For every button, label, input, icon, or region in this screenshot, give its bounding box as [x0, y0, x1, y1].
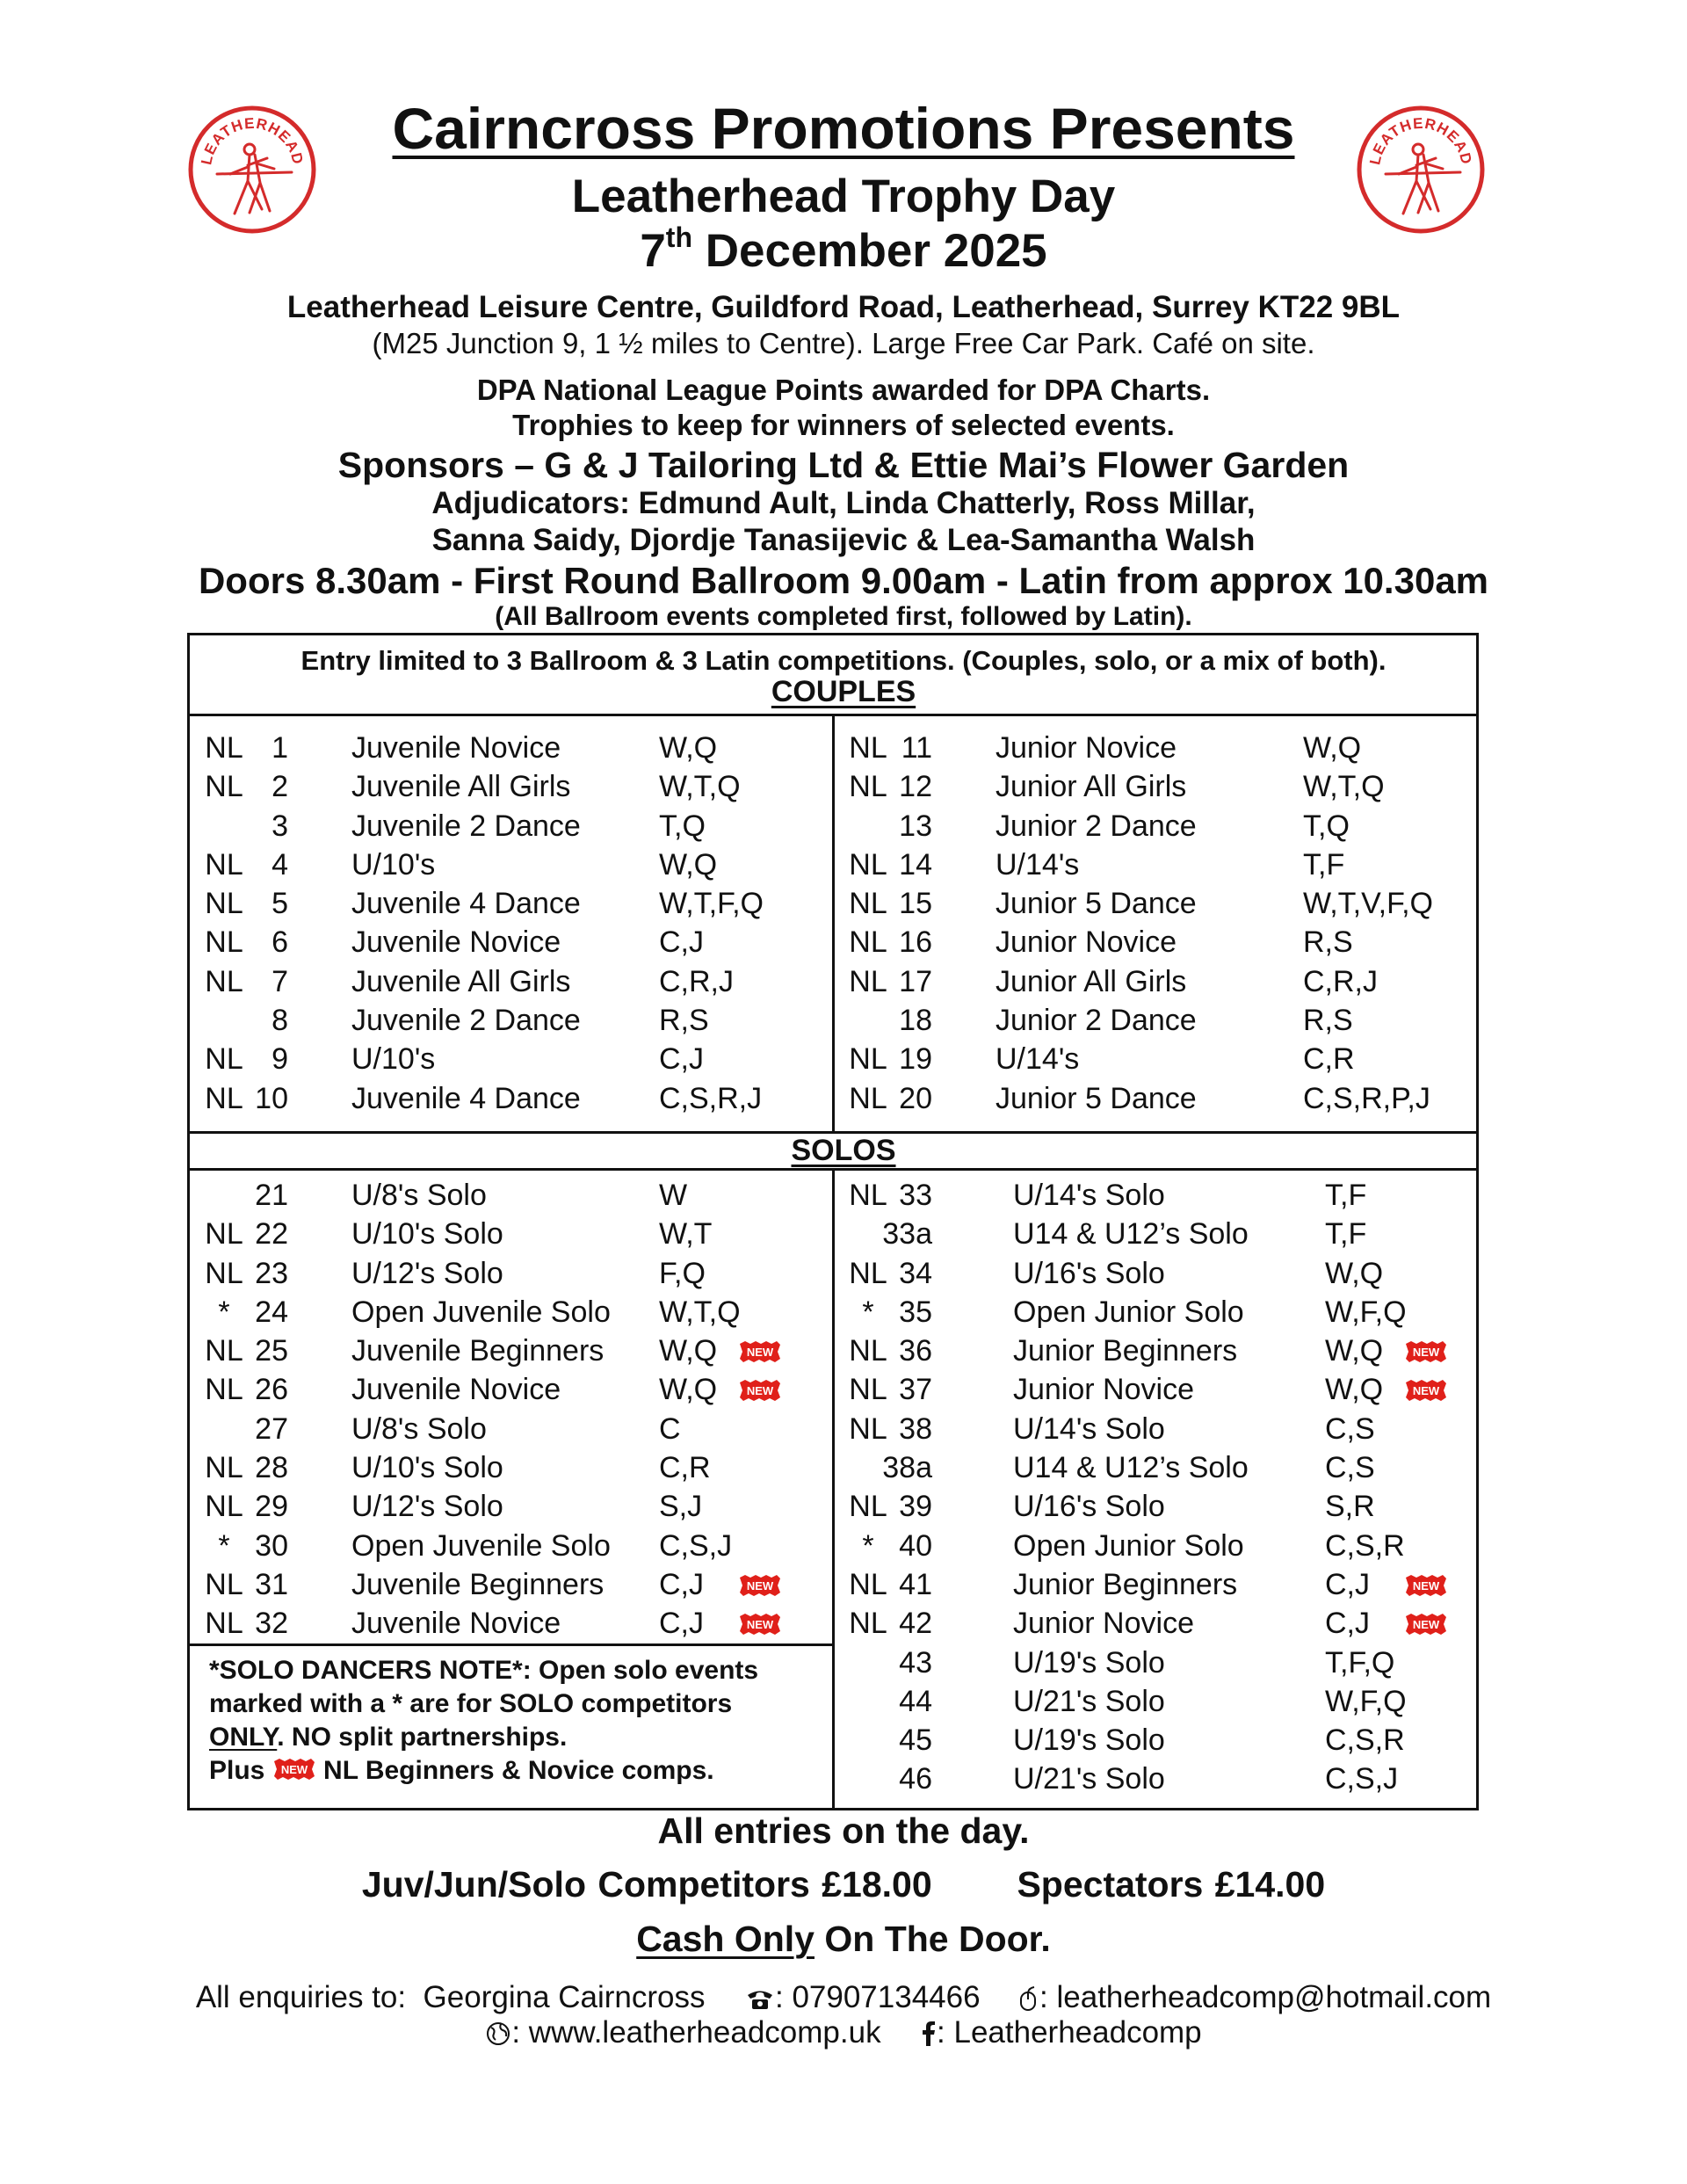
- event-dances: T,Q: [1303, 809, 1350, 843]
- event-dances: C,J: [659, 1567, 704, 1601]
- event-number: 13: [899, 809, 932, 843]
- contact-name: All enquiries to: Georgina Cairncross: [195, 1980, 706, 2014]
- solos-right-list: [837, 1176, 1488, 1799]
- competition-row: [837, 767, 1488, 806]
- event-dances: W,Q: [1303, 731, 1362, 765]
- competition-row: [837, 962, 1488, 1001]
- event-number: 40: [899, 1528, 932, 1563]
- nl-marker: NL: [205, 887, 243, 921]
- new-badge: [738, 1379, 782, 1402]
- svg-text:NEW: NEW: [1412, 1618, 1440, 1632]
- sponsors: Sponsors – G & J Tailoring Ltd & Ettie Mai’s Flower Garden: [337, 445, 1350, 485]
- competition-row: [193, 767, 844, 806]
- nl-marker: NL: [849, 731, 887, 765]
- event-dances: C,R: [659, 1451, 711, 1485]
- competition-row: [837, 1331, 1488, 1370]
- event-dances: W,F,Q: [1325, 1295, 1407, 1329]
- event-dances: C,S,R: [1325, 1528, 1405, 1563]
- competition-row: [193, 1331, 844, 1370]
- nl-marker: NL: [849, 847, 887, 882]
- event-name-cell: U/14's Solo: [1013, 1411, 1165, 1446]
- event-name-cell: U/14's Solo: [1013, 1179, 1165, 1212]
- note-line: marked with a * are for SOLO competitors: [209, 1689, 733, 1718]
- event-dances: C,S: [1325, 1451, 1375, 1485]
- competition-row: [837, 1176, 1488, 1215]
- event-number: 31: [255, 1567, 288, 1601]
- event-name-cell: Junior 5 Dance: [996, 887, 1197, 921]
- event-dances: R,S: [1303, 925, 1353, 960]
- competition-row: [837, 1293, 1488, 1331]
- event-dances: C: [659, 1411, 681, 1446]
- event-dances: C,R: [1303, 1042, 1355, 1077]
- event-name-cell: U/10's: [351, 1042, 436, 1077]
- competition-row: [837, 1643, 1488, 1682]
- event-name-cell: U/8's Solo: [351, 1179, 487, 1212]
- trophies-note: Trophies to keep for winners of selected events.: [512, 409, 1175, 441]
- competition-row: [193, 1604, 844, 1643]
- event-name-cell: Juvenile Novice: [351, 1607, 561, 1641]
- event-name-cell: Junior Novice: [1013, 1373, 1194, 1407]
- event-dances: W,F,Q: [1325, 1684, 1407, 1718]
- directions: (M25 Junction 9, 1 ½ miles to Centre). Large Free Car Park. Café on site.: [372, 327, 1315, 359]
- competition-row: [193, 1040, 844, 1078]
- competition-row: [193, 1079, 844, 1118]
- nl-marker: NL: [849, 1334, 887, 1368]
- event-name-cell: U/14's: [996, 1042, 1080, 1077]
- nl-marker: NL: [849, 1373, 887, 1407]
- competition-row: [193, 923, 844, 961]
- event-number: 3: [272, 809, 288, 843]
- competition-row: [193, 1448, 844, 1487]
- event-name-cell: Juvenile 2 Dance: [351, 1004, 581, 1038]
- event-name-cell: Junior Beginners: [1013, 1567, 1238, 1601]
- event-name-cell: Juvenile Novice: [351, 925, 561, 960]
- nl-marker: NL: [849, 887, 887, 921]
- event-number: 45: [899, 1723, 932, 1758]
- event-name-cell: Juvenile All Girls: [351, 964, 571, 998]
- event-order-note: (All Ballroom events completed first, followed by Latin).: [495, 602, 1192, 631]
- solos-left-list: [193, 1176, 844, 1643]
- competition-row: [837, 1565, 1488, 1604]
- event-dances: C,S,J: [1325, 1762, 1399, 1796]
- event-name-cell: Juvenile Novice: [351, 731, 561, 765]
- event-dances: T,F: [1303, 847, 1345, 882]
- event-dances: W,Q: [659, 1373, 718, 1407]
- event-name-cell: Junior All Girls: [996, 964, 1187, 998]
- event-name-cell: Open Juvenile Solo: [351, 1295, 611, 1329]
- competitor-price: Juv/Jun/Solo Competitors £18.00: [361, 1864, 932, 1905]
- event-name-cell: U/12's Solo: [351, 1256, 503, 1290]
- event-number: 44: [899, 1684, 932, 1718]
- event-name-cell: Juvenile 4 Dance: [351, 1081, 581, 1115]
- event-number: 11: [901, 731, 932, 765]
- nl-marker: NL: [849, 925, 887, 960]
- event-name-cell: Junior Novice: [996, 731, 1177, 765]
- event-number: 16: [899, 925, 932, 960]
- solo-dancers-note: [209, 1654, 815, 1788]
- competition-row: [837, 1079, 1488, 1118]
- nl-marker: NL: [205, 731, 243, 765]
- globe-icon: [485, 2021, 511, 2047]
- event-name-cell: U/10's Solo: [351, 1217, 503, 1252]
- competition-row: [837, 1721, 1488, 1760]
- event-name-cell: Juvenile Beginners: [351, 1567, 605, 1601]
- event-number: 26: [255, 1373, 288, 1407]
- event-dances: W,T,Q: [659, 1295, 741, 1329]
- nl-marker: NL: [205, 1567, 243, 1601]
- event-name-cell: U/16's Solo: [1013, 1490, 1165, 1524]
- event-number: 35: [899, 1295, 932, 1329]
- event-number: 30: [255, 1528, 288, 1563]
- event-number: 27: [255, 1411, 288, 1446]
- competition-row: [837, 807, 1488, 845]
- competition-row: [193, 1410, 844, 1448]
- nl-marker: NL: [849, 1256, 887, 1290]
- event-dances: C,J: [1325, 1607, 1370, 1641]
- event-number: 25: [255, 1334, 288, 1368]
- event-name-cell: U/21's Solo: [1013, 1762, 1165, 1796]
- mouse-icon: [1017, 1985, 1039, 2012]
- nl-marker: NL: [205, 1217, 243, 1252]
- event-name-cell: Juvenile All Girls: [351, 770, 571, 804]
- event-dances: C,S,R: [1325, 1723, 1405, 1758]
- competition-row: [193, 1215, 844, 1253]
- competition-row: [837, 1682, 1488, 1721]
- nl-marker: *: [218, 1528, 230, 1563]
- divider: [187, 1643, 833, 1646]
- event-dances: T,F: [1325, 1217, 1367, 1252]
- competition-row: [837, 884, 1488, 923]
- event-name: Leatherhead Trophy Day: [571, 171, 1116, 222]
- event-name-cell: U/21's Solo: [1013, 1684, 1165, 1718]
- nl-marker: *: [862, 1295, 874, 1329]
- nl-marker: NL: [205, 1256, 243, 1290]
- event-dances: W,T,Q: [1303, 770, 1385, 804]
- nl-marker: NL: [849, 1567, 887, 1601]
- event-dances: C,S,R,J: [659, 1081, 763, 1115]
- nl-marker: NL: [849, 1607, 887, 1641]
- nl-marker: NL: [205, 964, 243, 998]
- spectator-price: Spectators £14.00: [1017, 1864, 1326, 1905]
- event-dances: C,R,J: [1303, 964, 1378, 998]
- solos-heading: SOLOS: [791, 1134, 896, 1167]
- competition-row: [837, 1487, 1488, 1526]
- competition-row: [193, 729, 844, 767]
- nl-marker: NL: [205, 847, 243, 882]
- svg-text:NEW: NEW: [280, 1763, 308, 1776]
- event-name-cell: Juvenile 2 Dance: [351, 809, 581, 843]
- nl-marker: NL: [205, 1490, 243, 1524]
- event-name-cell: U/16's Solo: [1013, 1256, 1165, 1290]
- event-dances: C,R,J: [659, 964, 734, 998]
- event-dances: C,J: [659, 1042, 704, 1077]
- event-dances: W,Q: [659, 1334, 718, 1368]
- nl-marker: NL: [205, 1607, 243, 1641]
- nl-marker: NL: [205, 1334, 243, 1368]
- svg-text:NEW: NEW: [746, 1346, 774, 1360]
- event-name-cell: U/19's Solo: [1013, 1645, 1165, 1680]
- event-dances: T,Q: [659, 809, 706, 843]
- event-dances: W,Q: [659, 847, 718, 882]
- event-number: 2: [272, 770, 288, 804]
- nl-marker: NL: [849, 1179, 887, 1212]
- note-line: *SOLO DANCERS NOTE*: Open solo events: [209, 1656, 759, 1685]
- event-name-cell: Junior All Girls: [996, 770, 1187, 804]
- new-badge: [738, 1613, 782, 1636]
- nl-marker: NL: [205, 1042, 243, 1077]
- event-number: 8: [272, 1004, 288, 1038]
- competition-row: [837, 1448, 1488, 1487]
- event-number: 29: [255, 1490, 288, 1524]
- event-name-cell: U/19's Solo: [1013, 1723, 1165, 1758]
- schedule-times: Doors 8.30am - First Round Ballroom 9.00am - Latin from approx 10.30am: [198, 560, 1489, 601]
- competition-row: [193, 807, 844, 845]
- svg-text:NEW: NEW: [746, 1384, 774, 1398]
- phone-number[interactable]: : 07907134466: [775, 1980, 981, 2014]
- email-link[interactable]: : leatherheadcomp@hotmail.com: [1039, 1980, 1492, 2014]
- event-date: 7th December 2025: [640, 221, 1047, 277]
- nl-marker: NL: [849, 1042, 887, 1077]
- payment-note: Cash Only On The Door.: [636, 1919, 1051, 1959]
- event-name-cell: Juvenile 4 Dance: [351, 887, 581, 921]
- event-name-cell: Juvenile Beginners: [351, 1334, 605, 1368]
- event-number: 36: [899, 1334, 932, 1368]
- enquiries-line: [0, 1980, 1687, 2015]
- venue-address: Leatherhead Leisure Centre, Guildford Road, Leatherhead, Surrey KT22 9BL: [286, 290, 1401, 324]
- event-number: 9: [272, 1042, 288, 1077]
- event-dances: T,F: [1325, 1179, 1367, 1212]
- competition-row: [193, 1254, 844, 1293]
- event-number: 38a: [882, 1451, 932, 1485]
- event-name-cell: Junior Novice: [1013, 1607, 1194, 1641]
- event-dances: R,S: [659, 1004, 709, 1038]
- svg-text:NEW: NEW: [1412, 1578, 1440, 1593]
- competition-row: [193, 1527, 844, 1565]
- event-number: 18: [899, 1004, 932, 1038]
- competition-row: [837, 1604, 1488, 1643]
- event-number: 33a: [882, 1217, 932, 1252]
- nl-marker: NL: [205, 1373, 243, 1407]
- event-name-cell: U/8's Solo: [351, 1411, 487, 1446]
- nl-marker: NL: [849, 964, 887, 998]
- event-name-cell: Juvenile Novice: [351, 1373, 561, 1407]
- couples-right-list: [837, 729, 1488, 1118]
- nl-marker: NL: [849, 1490, 887, 1524]
- event-dances: W,T: [659, 1217, 713, 1252]
- event-number: 14: [899, 847, 932, 882]
- event-number: 34: [899, 1256, 932, 1290]
- event-number: 46: [899, 1762, 932, 1796]
- event-name-cell: Open Junior Solo: [1013, 1295, 1244, 1329]
- couples-heading: COUPLES: [771, 675, 916, 708]
- competition-row: [837, 845, 1488, 884]
- nl-marker: NL: [849, 1081, 887, 1115]
- event-name-cell: U14 & U12’s Solo: [1013, 1451, 1249, 1485]
- event-number: 10: [255, 1081, 288, 1115]
- website-link[interactable]: : www.leatherheadcomp.uk: [511, 2015, 881, 2050]
- new-badge: [272, 1758, 316, 1781]
- event-dances: W,T,V,F,Q: [1303, 887, 1434, 921]
- event-dances: W,Q: [659, 731, 718, 765]
- event-number: 43: [899, 1645, 932, 1680]
- event-dances: W,Q: [1325, 1334, 1384, 1368]
- new-badge: [1404, 1613, 1448, 1636]
- nl-marker: NL: [849, 1411, 887, 1446]
- event-number: 38: [899, 1411, 932, 1446]
- nl-marker: NL: [849, 770, 887, 804]
- facebook-icon: [921, 2021, 937, 2047]
- competition-row: [837, 1001, 1488, 1040]
- event-number: 12: [899, 770, 932, 804]
- event-number: 32: [255, 1607, 288, 1641]
- competition-row: [837, 1254, 1488, 1293]
- event-name-cell: U/14's: [996, 847, 1080, 882]
- nl-marker: NL: [205, 1451, 243, 1485]
- svg-text:NEW: NEW: [746, 1578, 774, 1593]
- event-dances: C,S,J: [659, 1528, 733, 1563]
- svg-text:LEATHERHEAD: LEATHERHEAD: [1366, 114, 1475, 167]
- event-dances: W,Q: [1325, 1256, 1384, 1290]
- web-line: [0, 2015, 1687, 2050]
- event-number: 39: [899, 1490, 932, 1524]
- event-dances: C,J: [659, 925, 704, 960]
- competition-row: [193, 1293, 844, 1331]
- competition-row: [837, 923, 1488, 961]
- competition-row: [193, 845, 844, 884]
- event-number: 22: [255, 1217, 288, 1252]
- event-number: 33: [899, 1179, 932, 1212]
- event-name-cell: Junior 2 Dance: [996, 809, 1197, 843]
- event-name-cell: U/12's Solo: [351, 1490, 503, 1524]
- event-dances: W: [659, 1179, 688, 1212]
- event-name-cell: Junior Beginners: [1013, 1334, 1238, 1368]
- event-name-cell: Open Juvenile Solo: [351, 1528, 611, 1563]
- nl-marker: *: [862, 1528, 874, 1563]
- new-badge: [738, 1340, 782, 1363]
- competition-row: [193, 1370, 844, 1409]
- event-number: 19: [899, 1042, 932, 1077]
- competition-row: [837, 1370, 1488, 1409]
- event-name-cell: Open Junior Solo: [1013, 1528, 1244, 1563]
- adjudicators-line-1: Adjudicators: Edmund Ault, Linda Chatterly, Ross Millar,: [431, 486, 1256, 520]
- entries-note: All entries on the day.: [657, 1810, 1030, 1851]
- event-dances: C,J: [659, 1607, 704, 1641]
- new-badge: [738, 1574, 782, 1597]
- event-number: 24: [255, 1295, 288, 1329]
- event-dances: T,F,Q: [1325, 1645, 1395, 1680]
- nl-marker: *: [218, 1295, 230, 1329]
- event-number: 42: [899, 1607, 932, 1641]
- dpa-points-note: DPA National League Points awarded for DPA Charts.: [476, 374, 1211, 406]
- event-name-cell: U/10's: [351, 847, 436, 882]
- event-number: 37: [899, 1373, 932, 1407]
- event-dances: R,S: [1303, 1004, 1353, 1038]
- event-dances: S,R: [1325, 1490, 1375, 1524]
- phone-icon: [745, 1987, 775, 2012]
- event-number: 6: [272, 925, 288, 960]
- svg-text:NEW: NEW: [1412, 1346, 1440, 1360]
- event-dances: C,J: [1325, 1567, 1370, 1601]
- event-number: 17: [899, 964, 932, 998]
- competition-row: [193, 1176, 844, 1215]
- couples-left-list: [193, 729, 844, 1118]
- note-line: Plus NEW NL Beginners & Novice comps.: [209, 1756, 714, 1785]
- event-number: 4: [272, 847, 288, 882]
- event-number: 28: [255, 1451, 288, 1485]
- competition-row: [193, 1487, 844, 1526]
- facebook-link[interactable]: : Leatherheadcomp: [937, 2015, 1202, 2050]
- competition-row: [193, 1001, 844, 1040]
- event-number: 7: [272, 964, 288, 998]
- event-number: 21: [255, 1179, 288, 1212]
- event-number: 23: [255, 1256, 288, 1290]
- note-line: ONLY. NO split partnerships.: [209, 1723, 568, 1752]
- competition-row: [837, 1760, 1488, 1798]
- nl-marker: NL: [205, 925, 243, 960]
- entry-limit-note: Entry limited to 3 Ballroom & 3 Latin competitions. (Couples, solo, or a mix of both).: [300, 645, 1387, 676]
- event-name-cell: U/10's Solo: [351, 1451, 503, 1485]
- event-number: 41: [899, 1567, 932, 1601]
- event-dances: S,J: [659, 1490, 703, 1524]
- new-badge: [1404, 1379, 1448, 1402]
- competition-row: [193, 962, 844, 1001]
- adjudicators-line-2: Sanna Saidy, Djordje Tanasijevic & Lea-Samantha Walsh: [431, 523, 1256, 557]
- svg-text:LEATHERHEAD: LEATHERHEAD: [198, 114, 307, 167]
- competition-row: [193, 884, 844, 923]
- event-name-cell: Junior Novice: [996, 925, 1177, 960]
- event-name-cell: Junior 2 Dance: [996, 1004, 1197, 1038]
- event-number: 5: [272, 887, 288, 921]
- event-dances: W,Q: [1325, 1373, 1384, 1407]
- nl-marker: NL: [205, 1081, 243, 1115]
- competition-row: [837, 1215, 1488, 1253]
- event-dances: F,Q: [659, 1256, 706, 1290]
- competition-row: [193, 1565, 844, 1604]
- nl-marker: NL: [205, 770, 243, 804]
- event-number: 15: [899, 887, 932, 921]
- prices: [0, 1864, 1687, 1905]
- event-number: 20: [899, 1081, 932, 1115]
- event-name-cell: Junior 5 Dance: [996, 1081, 1197, 1115]
- event-number: 1: [272, 731, 288, 765]
- competition-row: [837, 1040, 1488, 1078]
- event-dances: C,S: [1325, 1411, 1375, 1446]
- svg-text:NEW: NEW: [746, 1618, 774, 1632]
- event-dances: W,T,Q: [659, 770, 741, 804]
- new-badge: [1404, 1574, 1448, 1597]
- event-dances: W,T,F,Q: [659, 887, 764, 921]
- page-title: Cairncross Promotions Presents: [392, 96, 1295, 161]
- event-name-cell: U14 & U12’s Solo: [1013, 1217, 1249, 1252]
- competition-row: [837, 729, 1488, 767]
- event-dances: C,S,R,P,J: [1303, 1081, 1430, 1115]
- competition-row: [837, 1410, 1488, 1448]
- new-badge: [1404, 1340, 1448, 1363]
- svg-text:NEW: NEW: [1412, 1384, 1440, 1398]
- competition-row: [837, 1527, 1488, 1565]
